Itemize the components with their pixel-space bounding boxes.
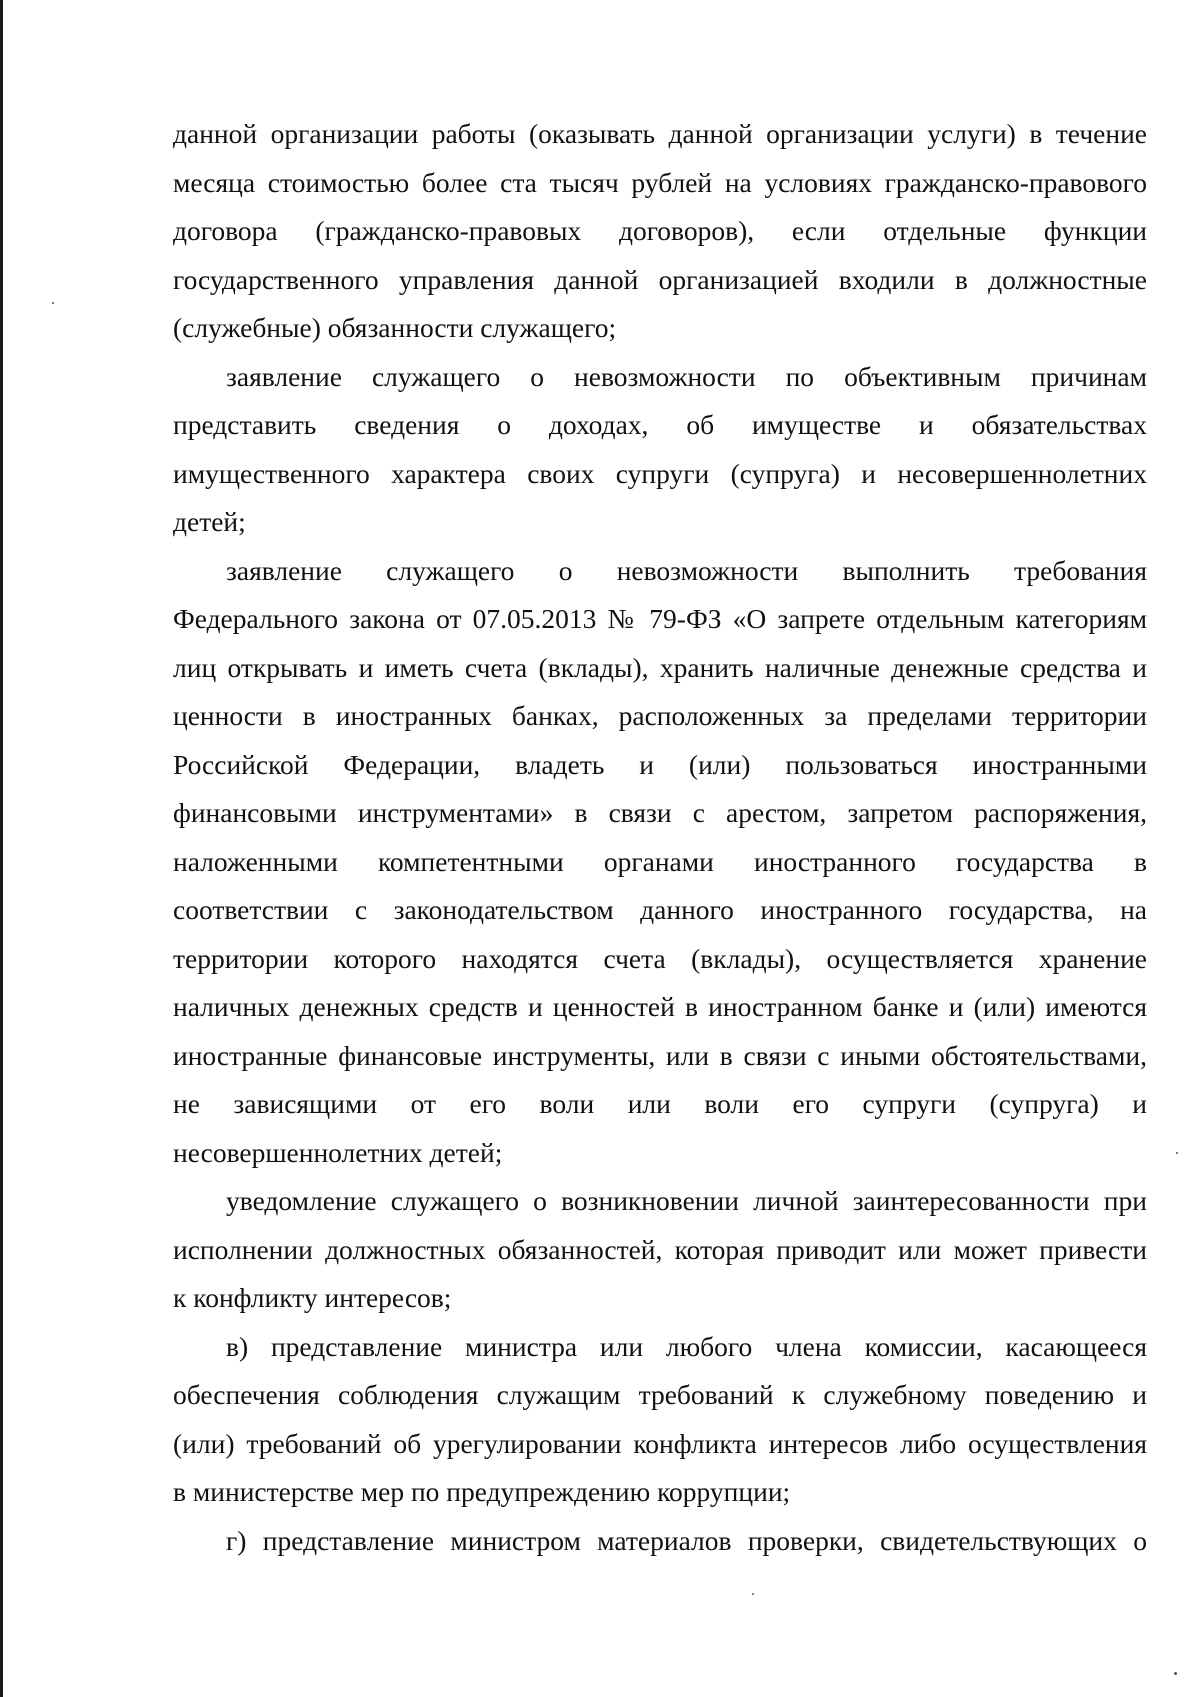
paragraph-item-g xyxy=(173,1517,1147,1566)
text-line: в) представление министра или любого члена комиссии, касающееся xyxy=(226,1330,1147,1362)
text-line: заявление служащего о невозможности выполнить требования xyxy=(226,554,1147,586)
scan-speck xyxy=(752,1593,754,1595)
text-line: наличных денежных средств и ценностей в иностранном банке и (или) имеются xyxy=(173,991,1147,1022)
paragraph-income-statement xyxy=(173,353,1147,547)
document-body xyxy=(173,110,1147,1565)
text-line: заявление служащего о невозможности по объективным причинам xyxy=(226,360,1147,392)
scan-left-border xyxy=(0,0,3,1697)
text-line: Российской Федерации, владеть и (или) пользоваться иностранными xyxy=(173,748,1147,780)
text-line: ценности в иностранных банках, расположенных за пределами территории xyxy=(173,700,1147,731)
text-line: г) представление министром материалов проверки, свидетельствующих о xyxy=(226,1524,1147,1556)
paragraph-continuation xyxy=(173,110,1147,353)
text-line: государственного управления данной организацией входили в должностные xyxy=(173,263,1147,295)
text-line: Федерального закона от 07.05.2013 № 79-ФЗ «О запрете отдельным категориям xyxy=(173,603,1147,634)
text-line: имущественного характера своих супруги (супруга) и несовершеннолетних xyxy=(173,457,1147,489)
text-line: детей; xyxy=(173,506,246,537)
text-line: обеспечения соблюдения служащим требований к служебному поведению и xyxy=(173,1379,1147,1410)
text-line: данной организации работы (оказывать данной организации услуги) в течение xyxy=(173,118,1147,149)
text-line: иностранные финансовые инструменты, или в связи с иными обстоятельствами, xyxy=(173,1039,1147,1071)
scan-speck xyxy=(1176,1152,1178,1154)
text-line: несовершеннолетних детей; xyxy=(173,1136,503,1168)
text-line: лиц открывать и иметь счета (вклады), хранить наличные денежные средства и xyxy=(173,651,1147,683)
text-line: договора (гражданско-правовых договоров), если отдельные функции xyxy=(173,215,1147,246)
scan-speck xyxy=(52,302,54,304)
text-line: (служебные) обязанности служащего; xyxy=(173,312,617,343)
text-line: к конфликту интересов; xyxy=(173,1282,452,1313)
paragraph-foreign-accounts xyxy=(173,547,1147,1178)
text-line: финансовыми инструментами» в связи с арестом, запретом распоряжения, xyxy=(173,797,1147,828)
text-line: территории которого находятся счета (вклады), осуществляется хранение xyxy=(173,942,1147,974)
text-line: исполнении должностных обязанностей, которая приводит или может привести xyxy=(173,1233,1147,1265)
scan-speck xyxy=(1174,1672,1177,1675)
paragraph-item-v xyxy=(173,1323,1147,1517)
text-line: месяца стоимостью более ста тысяч рублей на условиях гражданско-правового xyxy=(173,166,1147,198)
text-line: представить сведения о доходах, об имуществе и обязательствах xyxy=(173,409,1147,440)
text-line: уведомление служащего о возникновении личной заинтересованности при xyxy=(226,1185,1147,1216)
text-line: в министерстве мер по предупреждению коррупции; xyxy=(173,1476,791,1507)
text-line: не зависящими от его воли или воли его супруги (супруга) и xyxy=(173,1088,1147,1119)
paragraph-conflict-notice xyxy=(173,1177,1147,1323)
text-line: (или) требований об урегулировании конфликта интересов либо осуществления xyxy=(173,1427,1147,1459)
text-line: наложенными компетентными органами иностранного государства в xyxy=(173,845,1147,877)
text-line: соответствии с законодательством данного иностранного государства, на xyxy=(173,894,1147,925)
